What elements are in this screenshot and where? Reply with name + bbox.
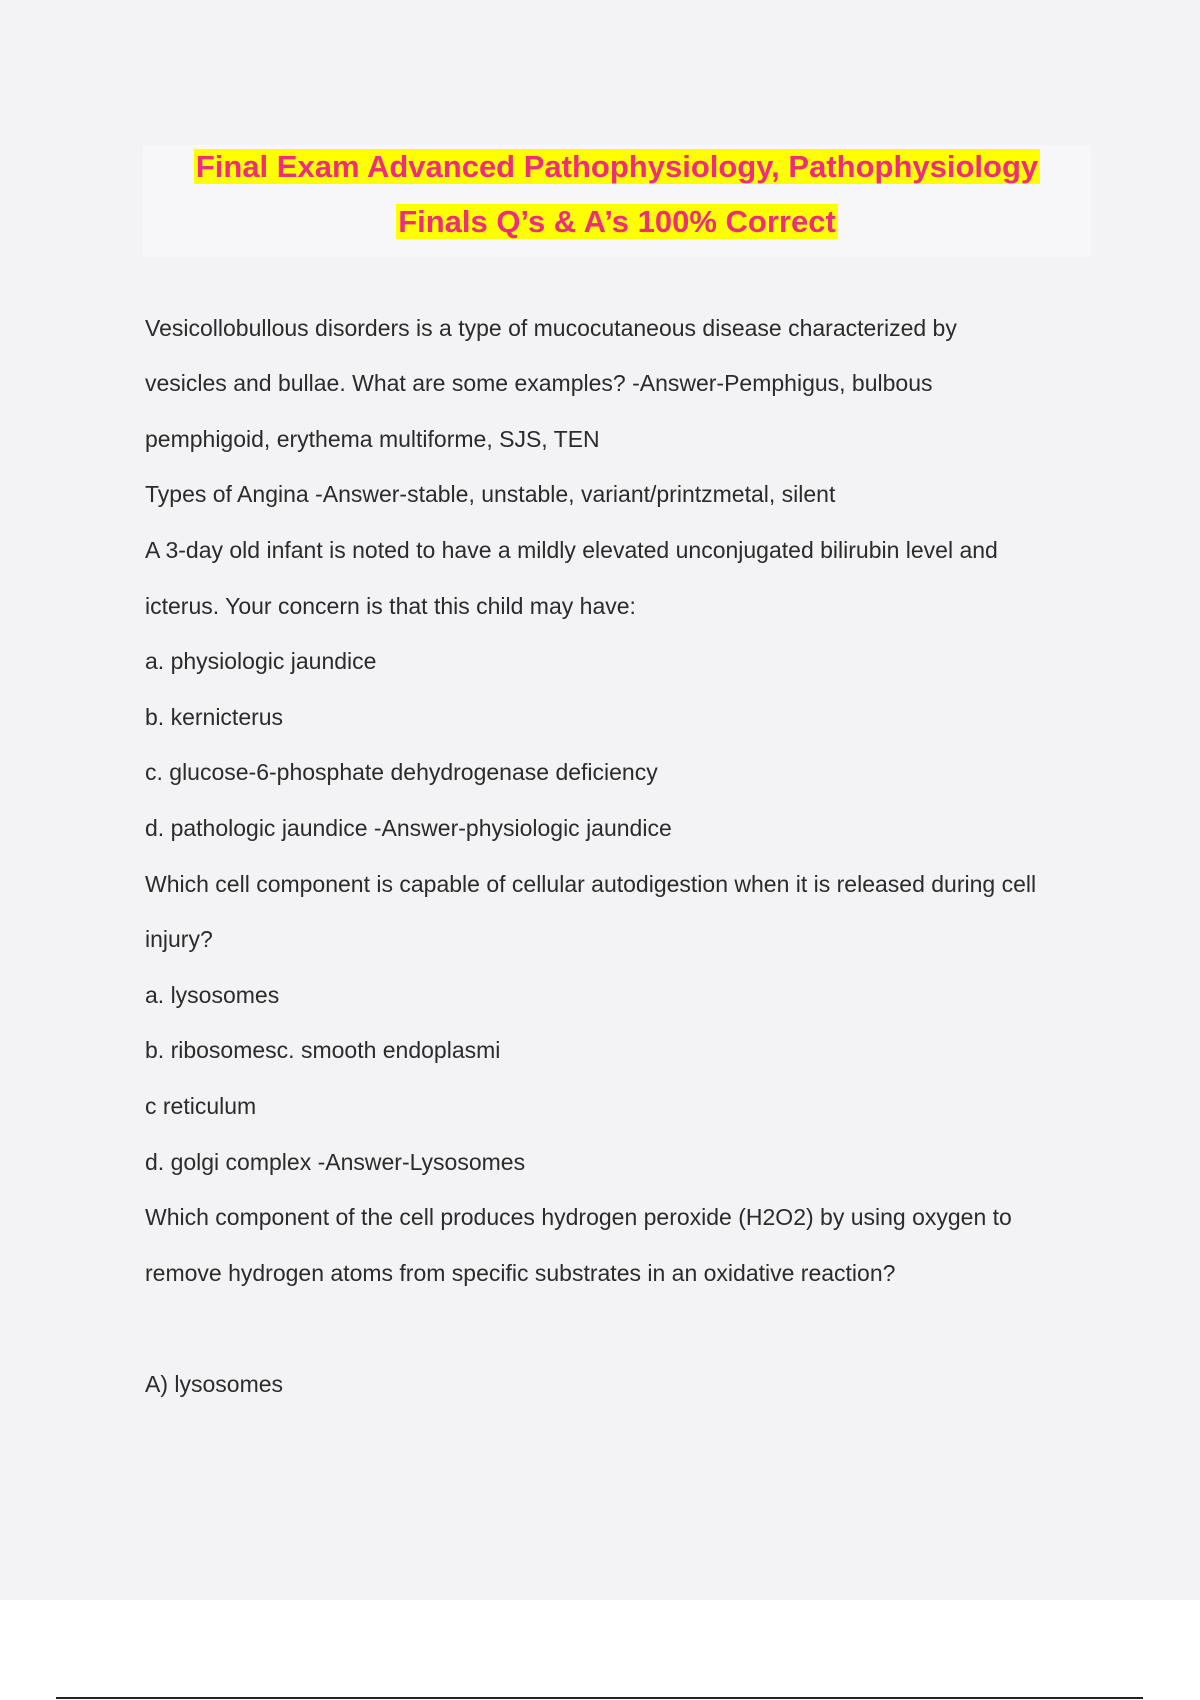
body-line: a. physiologic jaundice (145, 648, 377, 674)
body-line: Which component of the cell produces hydrogen peroxide (H2O2) by using oxygen to (145, 1204, 1012, 1230)
title-line-1 (143, 147, 1091, 187)
body-line: d. pathologic jaundice -Answer-physiologic jaundice (145, 815, 672, 841)
footer-divider (56, 1697, 1143, 1699)
body-line: Which cell component is capable of cellular autodigestion when it is released during cell (145, 871, 1037, 897)
title-block (143, 145, 1091, 257)
body-line: a. lysosomes (145, 982, 280, 1008)
body-line: d. golgi complex -Answer-Lysosomes (145, 1149, 526, 1175)
body-line: Types of Angina -Answer-stable, unstable, variant/printzmetal, silent (145, 481, 836, 507)
body-line: injury? (145, 926, 213, 952)
title-text-1: Final Exam Advanced Pathophysiology, Pathophysiology (195, 149, 1039, 184)
body-line: remove hydrogen atoms from specific substrates in an oxidative reaction? (145, 1260, 896, 1286)
title-text-2: Finals Q’s & A’s 100% Correct (398, 204, 836, 239)
body-line: A) lysosomes (145, 1371, 284, 1397)
body-line: Vesicollobullous disorders is a type of mucocutaneous disease characterized by (145, 315, 957, 341)
body-line: c reticulum (145, 1093, 257, 1119)
body-line: b. ribosomesc. smooth endoplasmi (145, 1037, 501, 1063)
body-line: b. kernicterus (145, 704, 284, 730)
body-line: c. glucose-6-phosphate dehydrogenase deficiency (145, 759, 658, 785)
body-line: A 3-day old infant is noted to have a mildly elevated unconjugated bilirubin level and (145, 537, 998, 563)
title-line-2 (143, 202, 1091, 242)
body-line: vesicles and bullae. What are some examples? -Answer-Pemphigus, bulbous (145, 370, 933, 396)
body-line: pemphigoid, erythema multiforme, SJS, TEN (145, 426, 600, 452)
body-line: icterus. Your concern is that this child may have: (145, 593, 636, 619)
